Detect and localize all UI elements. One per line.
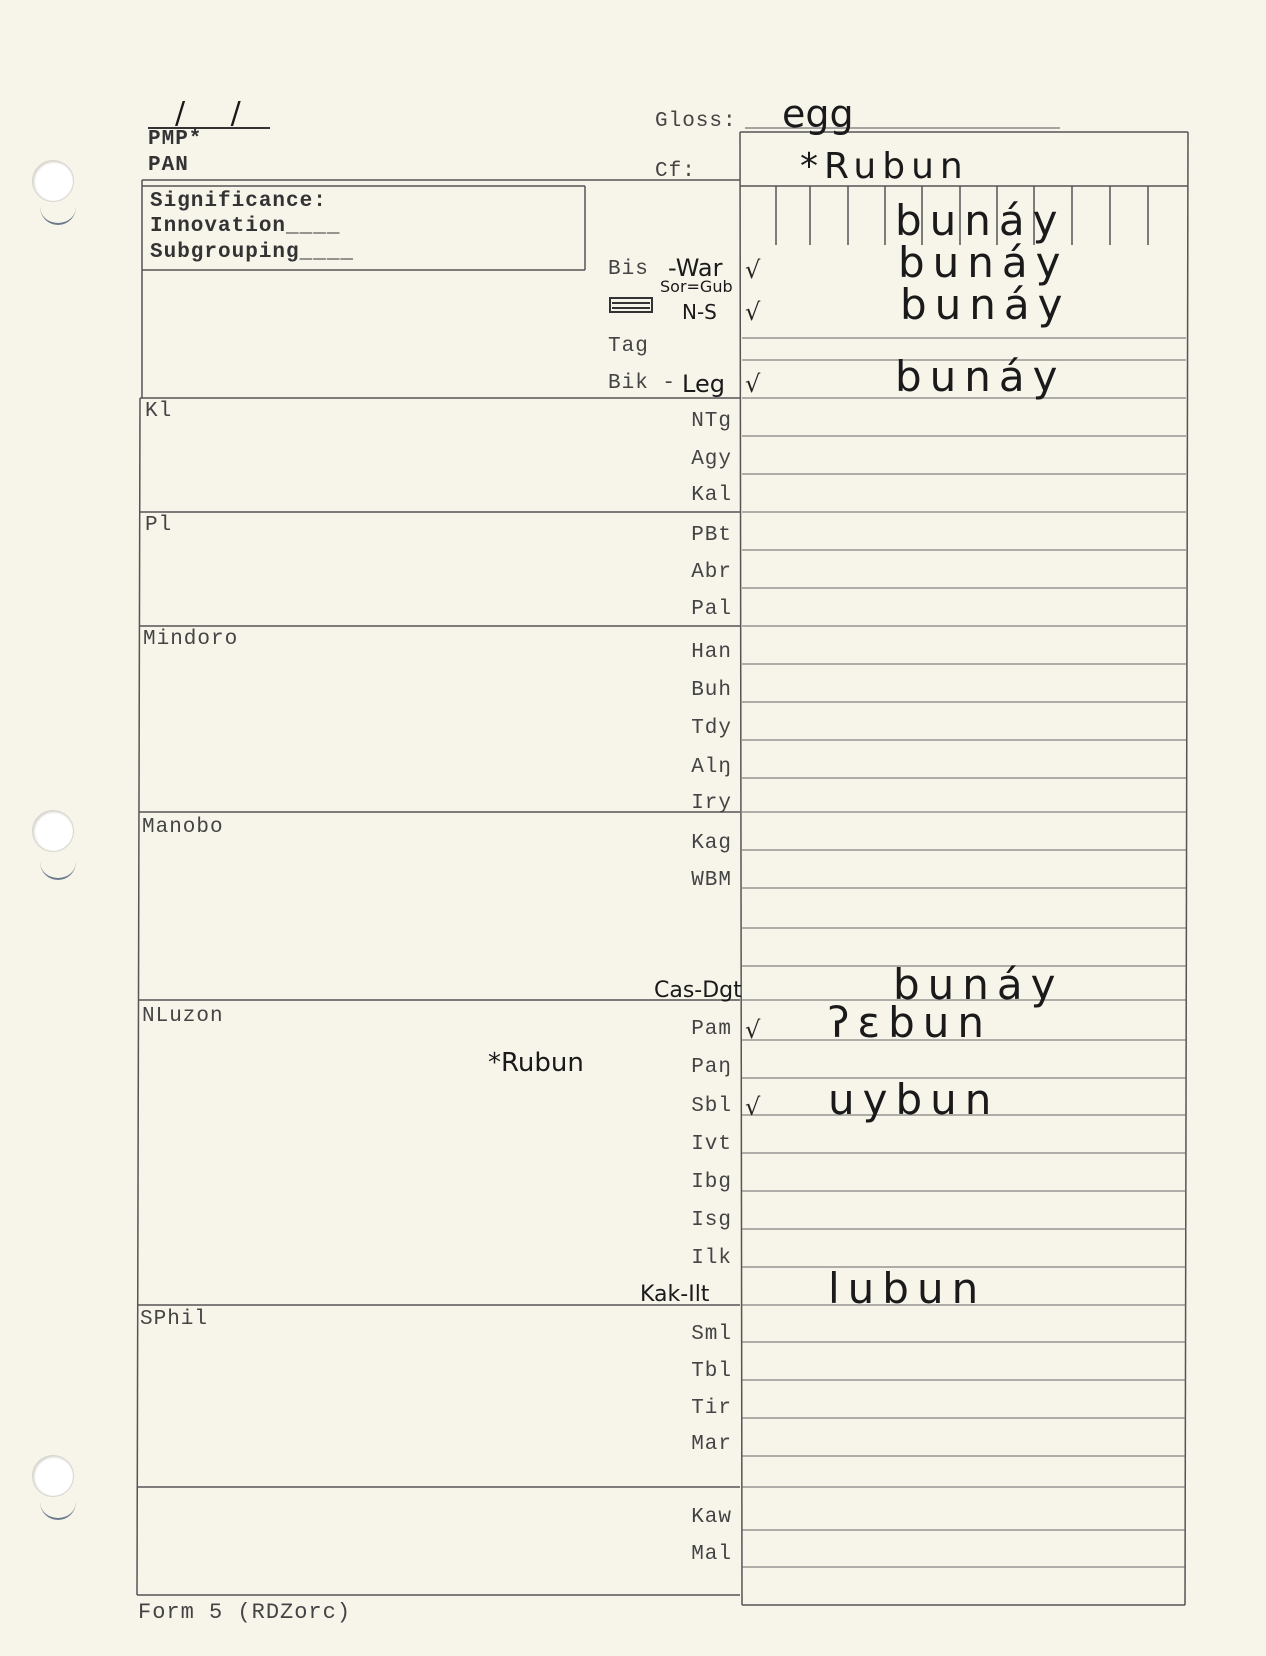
row-label-kal: Kal: [691, 484, 732, 507]
section-kl: Kl: [145, 400, 173, 423]
row-label-han: Han: [691, 641, 732, 664]
row-label-isg: Isg: [691, 1209, 732, 1232]
section-nluzon: NLuzon: [142, 1005, 224, 1028]
row-label-pal: Pal: [691, 598, 732, 621]
row-label-mar: Mar: [691, 1433, 732, 1456]
row-label-pan: Paŋ: [691, 1056, 732, 1079]
row-hand-casdgt: Cas-Dgt: [654, 978, 742, 1003]
row-label-pam: Pam: [691, 1018, 732, 1041]
reflex-form-sbl: uybun: [828, 1075, 1000, 1124]
row-label-bis: Bis: [608, 258, 649, 281]
row-hand-bik: Leg: [682, 370, 725, 398]
row-label-sbl: Sbl: [691, 1095, 732, 1118]
row-label-alu: Alŋ: [691, 756, 732, 779]
row-label-ilk: Ilk: [691, 1247, 732, 1270]
row-label-wbm: WBM: [691, 869, 732, 892]
gloss-value: egg: [782, 92, 854, 136]
row-label-agy: Agy: [691, 448, 732, 471]
check-mark-sbl: √: [745, 1093, 761, 1121]
row-hand-bis: -War: [668, 254, 723, 282]
row-label-kag: Kag: [691, 832, 732, 855]
cf-value: *Rubun: [800, 146, 969, 187]
row-label-ibg: Ibg: [691, 1171, 732, 1194]
row-label-buh: Buh: [691, 679, 732, 702]
top-form: bunáy: [895, 196, 1066, 245]
row-hand-ns: N-S: [682, 300, 717, 324]
section-sphil: SPhil: [140, 1308, 209, 1331]
date-marks: / /: [175, 96, 259, 131]
significance-title: Significance:: [150, 190, 327, 213]
reflex-form-bik: bunáy: [895, 352, 1066, 401]
reflex-form-kakilt: lubun: [828, 1264, 987, 1313]
row-label-pbt: PBt: [691, 524, 732, 547]
subgrouping-label: Subgrouping____: [150, 241, 355, 264]
check-mark-bik: √: [745, 370, 761, 398]
innovation-label: Innovation____: [150, 215, 341, 238]
section-manobo: Manobo: [142, 816, 224, 839]
row-label-kaw: Kaw: [691, 1506, 732, 1529]
row-label-sml: Sml: [691, 1323, 732, 1346]
gloss-label: Gloss:: [655, 110, 737, 133]
row-label-ivt: Ivt: [691, 1133, 732, 1156]
check-mark-ns: √: [745, 298, 761, 326]
row-label-tir: Tir: [691, 1397, 732, 1420]
reflex-form-casdgt: bunáy: [893, 960, 1064, 1009]
row-hand-kakilt: Kak-Ilt: [640, 1282, 710, 1307]
section-pl: Pl: [145, 514, 173, 537]
reflex-form-pam: ʔɛbun: [828, 998, 993, 1047]
row-label-tdy: Tdy: [691, 717, 732, 740]
row-label-mal: Mal: [691, 1543, 732, 1566]
row-label-bik: Bik -: [608, 372, 677, 395]
check-mark-pam: √: [745, 1016, 761, 1044]
check-mark-bis: √: [745, 256, 761, 284]
row-label-tbl: Tbl: [691, 1360, 732, 1383]
nluzon-note: *Rubun: [488, 1048, 584, 1078]
reflex-form-ns: bunáy: [900, 280, 1071, 329]
cf-label: Cf:: [655, 160, 696, 183]
pan-label: PAN: [148, 154, 189, 177]
form-footer: Form 5 (RDZorc): [138, 1600, 352, 1625]
row-label-iry: Iry: [691, 792, 732, 815]
reflex-form-bis: bunáy: [898, 238, 1069, 287]
row-hand-sor: Sor=Gub: [660, 277, 733, 296]
section-mindoro: Mindoro: [143, 628, 239, 651]
row-label-ntg: NTg: [691, 410, 732, 433]
pmp-label: PMP*: [148, 128, 203, 151]
row-label-tag: Tag: [608, 335, 649, 358]
row-label-abr: Abr: [691, 561, 732, 584]
